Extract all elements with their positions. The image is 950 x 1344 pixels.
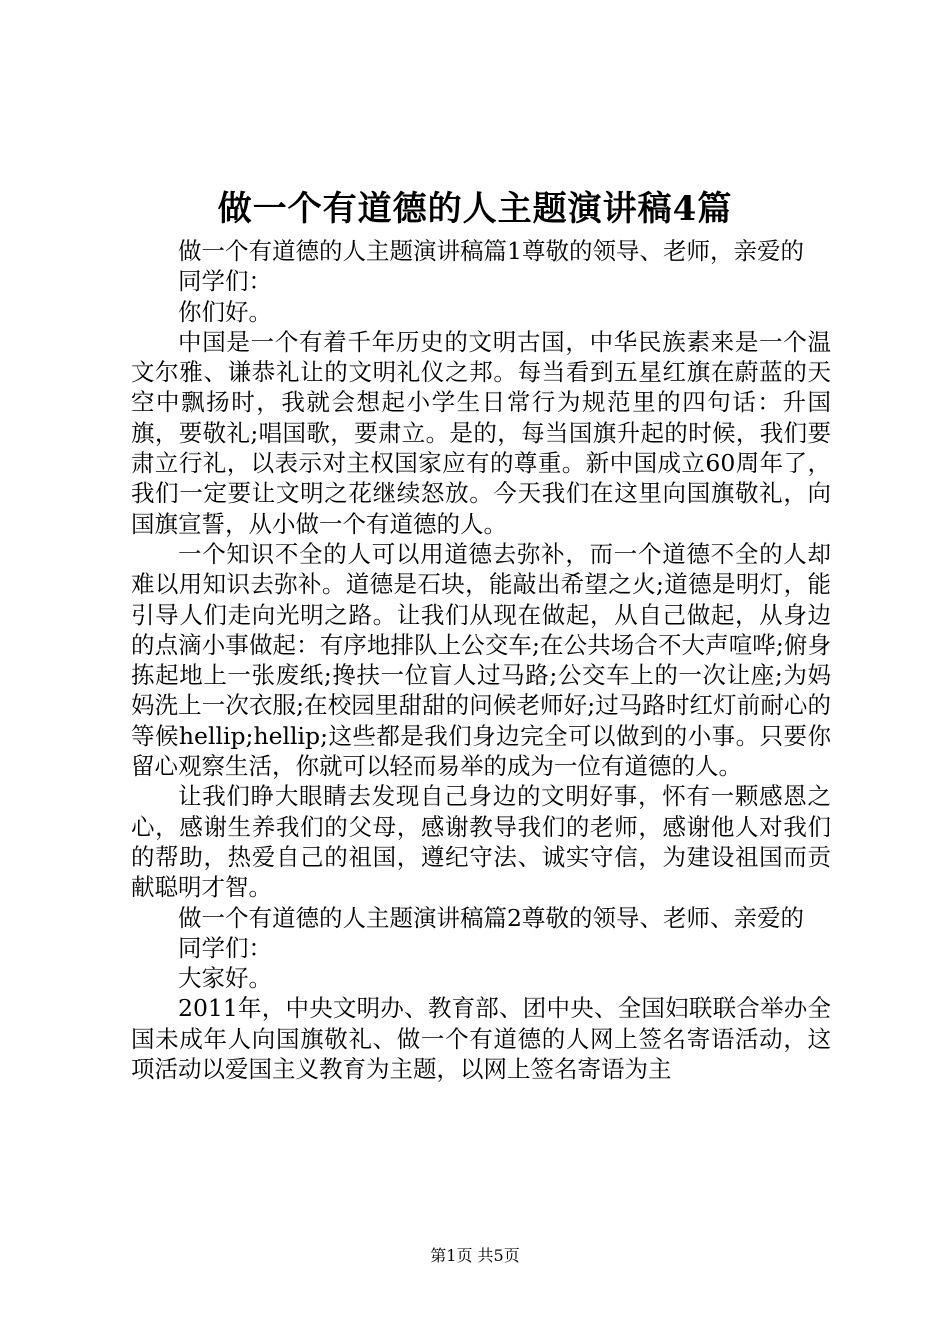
page-footer: 第1页 共5页 — [430, 1246, 520, 1265]
paragraph: 中国是一个有着千年历史的文明古国，中华民族素来是一个温文尔雅、谦恭礼让的文明礼仪之邦。每当看到五星红旗在蔚蓝的天空中飘扬时，我就会想起小学生日常行为规范里的四句话：升国旗，要敬礼;唱国歌，要肃立。是的，每当国旗升起的时候，我们要肃立行礼，以表示对主权国家应有的尊重。新中国成立60周年了，我们一定要让文明之花继续怒放。今天我们在这里向国旗敬礼，向国旗宣誓，从小做一个有道德的人。 — [131, 327, 831, 538]
paragraph: 同学们： — [178, 933, 272, 962]
document-body — [131, 236, 831, 1084]
paragraph: 让我们睁大眼睛去发现自己身边的文明好事，怀有一颗感恩之心，感谢生养我们的父母，感谢教导我们的老师，感谢他人对我们的帮助，热爱自己的祖国，遵纪守法、诚实守信，为建设祖国而贡献聪明才智。 — [131, 782, 831, 902]
paragraph: 你们好。 — [178, 297, 272, 326]
paragraph: 2011年，中央文明办、教育部、团中央、全国妇联联合举办全国未成年人向国旗敬礼、做一个有道德的人网上签名寄语活动，这项活动以爱国主义教育为主题，以网上签名寄语为主 — [131, 994, 831, 1084]
paragraph: 做一个有道德的人主题演讲稿篇2尊敬的领导、老师、亲爱的 — [178, 903, 804, 932]
paragraph: 同学们： — [178, 267, 272, 296]
document-title: 做一个有道德的人主题演讲稿4篇 — [217, 189, 733, 229]
paragraph: 做一个有道德的人主题演讲稿篇1尊敬的领导、老师，亲爱的 — [178, 237, 804, 265]
paragraph: 大家好。 — [178, 964, 272, 993]
paragraph: 一个知识不全的人可以用道德去弥补，而一个道德不全的人却难以用知识去弥补。道德是石块，能敲出希望之火;道德是明灯，能引导人们走向光明之路。让我们从现在做起，从自己做起，从身边的点滴小事做起：有序地排队上公交车;在公共场合不大声喧哗;俯身拣起地上一张废纸;搀扶一位盲人过马路;公交车上的一次让座;为妈妈洗上一次衣服;在校园里甜甜的问候老师好;过马路时红灯前耐心的等候hellip;hellip;这些都是我们身边完全可以做到的小事。只要你留心观察生活，你就可以轻而易举的成为一位有道德的人。 — [131, 539, 831, 781]
